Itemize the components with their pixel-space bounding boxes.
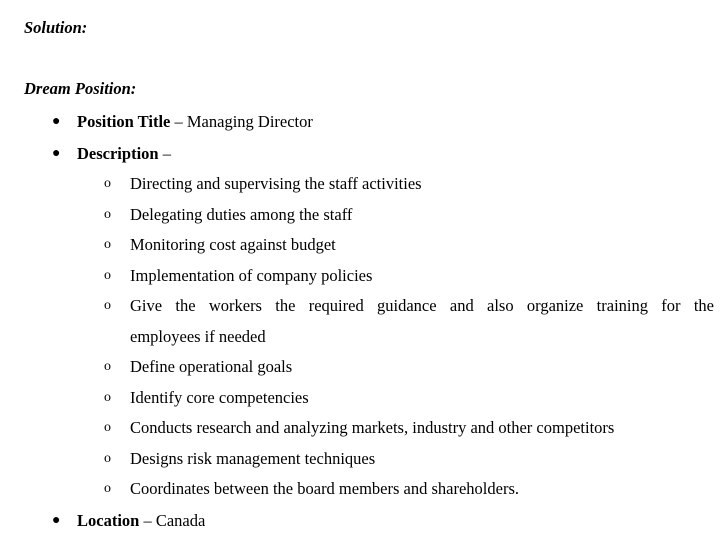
circle-bullet-icon: o	[104, 451, 111, 466]
bullet-icon: ●	[52, 114, 61, 129]
circle-bullet-icon: o	[104, 390, 111, 405]
dream-position-heading: Dream Position:	[24, 79, 137, 98]
duty-item: Give the workers the required guidance and also organize training for the	[130, 296, 714, 315]
description-separator: –	[158, 144, 171, 163]
location-label: Location	[77, 511, 140, 530]
bullet-icon: ●	[52, 513, 61, 528]
circle-bullet-icon: o	[104, 420, 111, 435]
position-title-line	[77, 112, 313, 132]
duty-item: Define operational goals	[130, 357, 293, 376]
circle-bullet-icon: o	[104, 268, 111, 283]
duty-item: Conducts research and analyzing markets, industry and other competitors	[130, 418, 615, 437]
circle-bullet-icon: o	[104, 176, 111, 191]
location-line	[77, 511, 205, 531]
duty-item-continuation: employees if needed	[130, 327, 266, 346]
location-value: Canada	[155, 511, 206, 530]
duty-item: Coordinates between the board members and shareholders.	[130, 479, 519, 498]
circle-bullet-icon: o	[104, 207, 111, 222]
description-line	[77, 144, 171, 164]
bullet-icon: ●	[52, 146, 61, 161]
circle-bullet-icon: o	[104, 237, 111, 252]
duty-item: Designs risk management techniques	[130, 449, 376, 468]
circle-bullet-icon: o	[104, 359, 111, 374]
location-separator: –	[139, 511, 156, 530]
circle-bullet-icon: o	[104, 481, 111, 496]
circle-bullet-icon: o	[104, 298, 111, 313]
solution-heading: Solution:	[24, 18, 88, 37]
duty-item: Monitoring cost against budget	[130, 235, 336, 254]
duty-item: Delegating duties among the staff	[130, 205, 353, 224]
duty-item: Identify core competencies	[130, 388, 309, 407]
duty-item: Implementation of company policies	[130, 266, 373, 285]
description-label: Description	[77, 144, 159, 163]
position-title-value: Managing Director	[186, 112, 313, 131]
position-title-label: Position Title	[77, 112, 171, 131]
position-title-separator: –	[170, 112, 187, 131]
duty-item: Directing and supervising the staff activities	[130, 174, 422, 193]
